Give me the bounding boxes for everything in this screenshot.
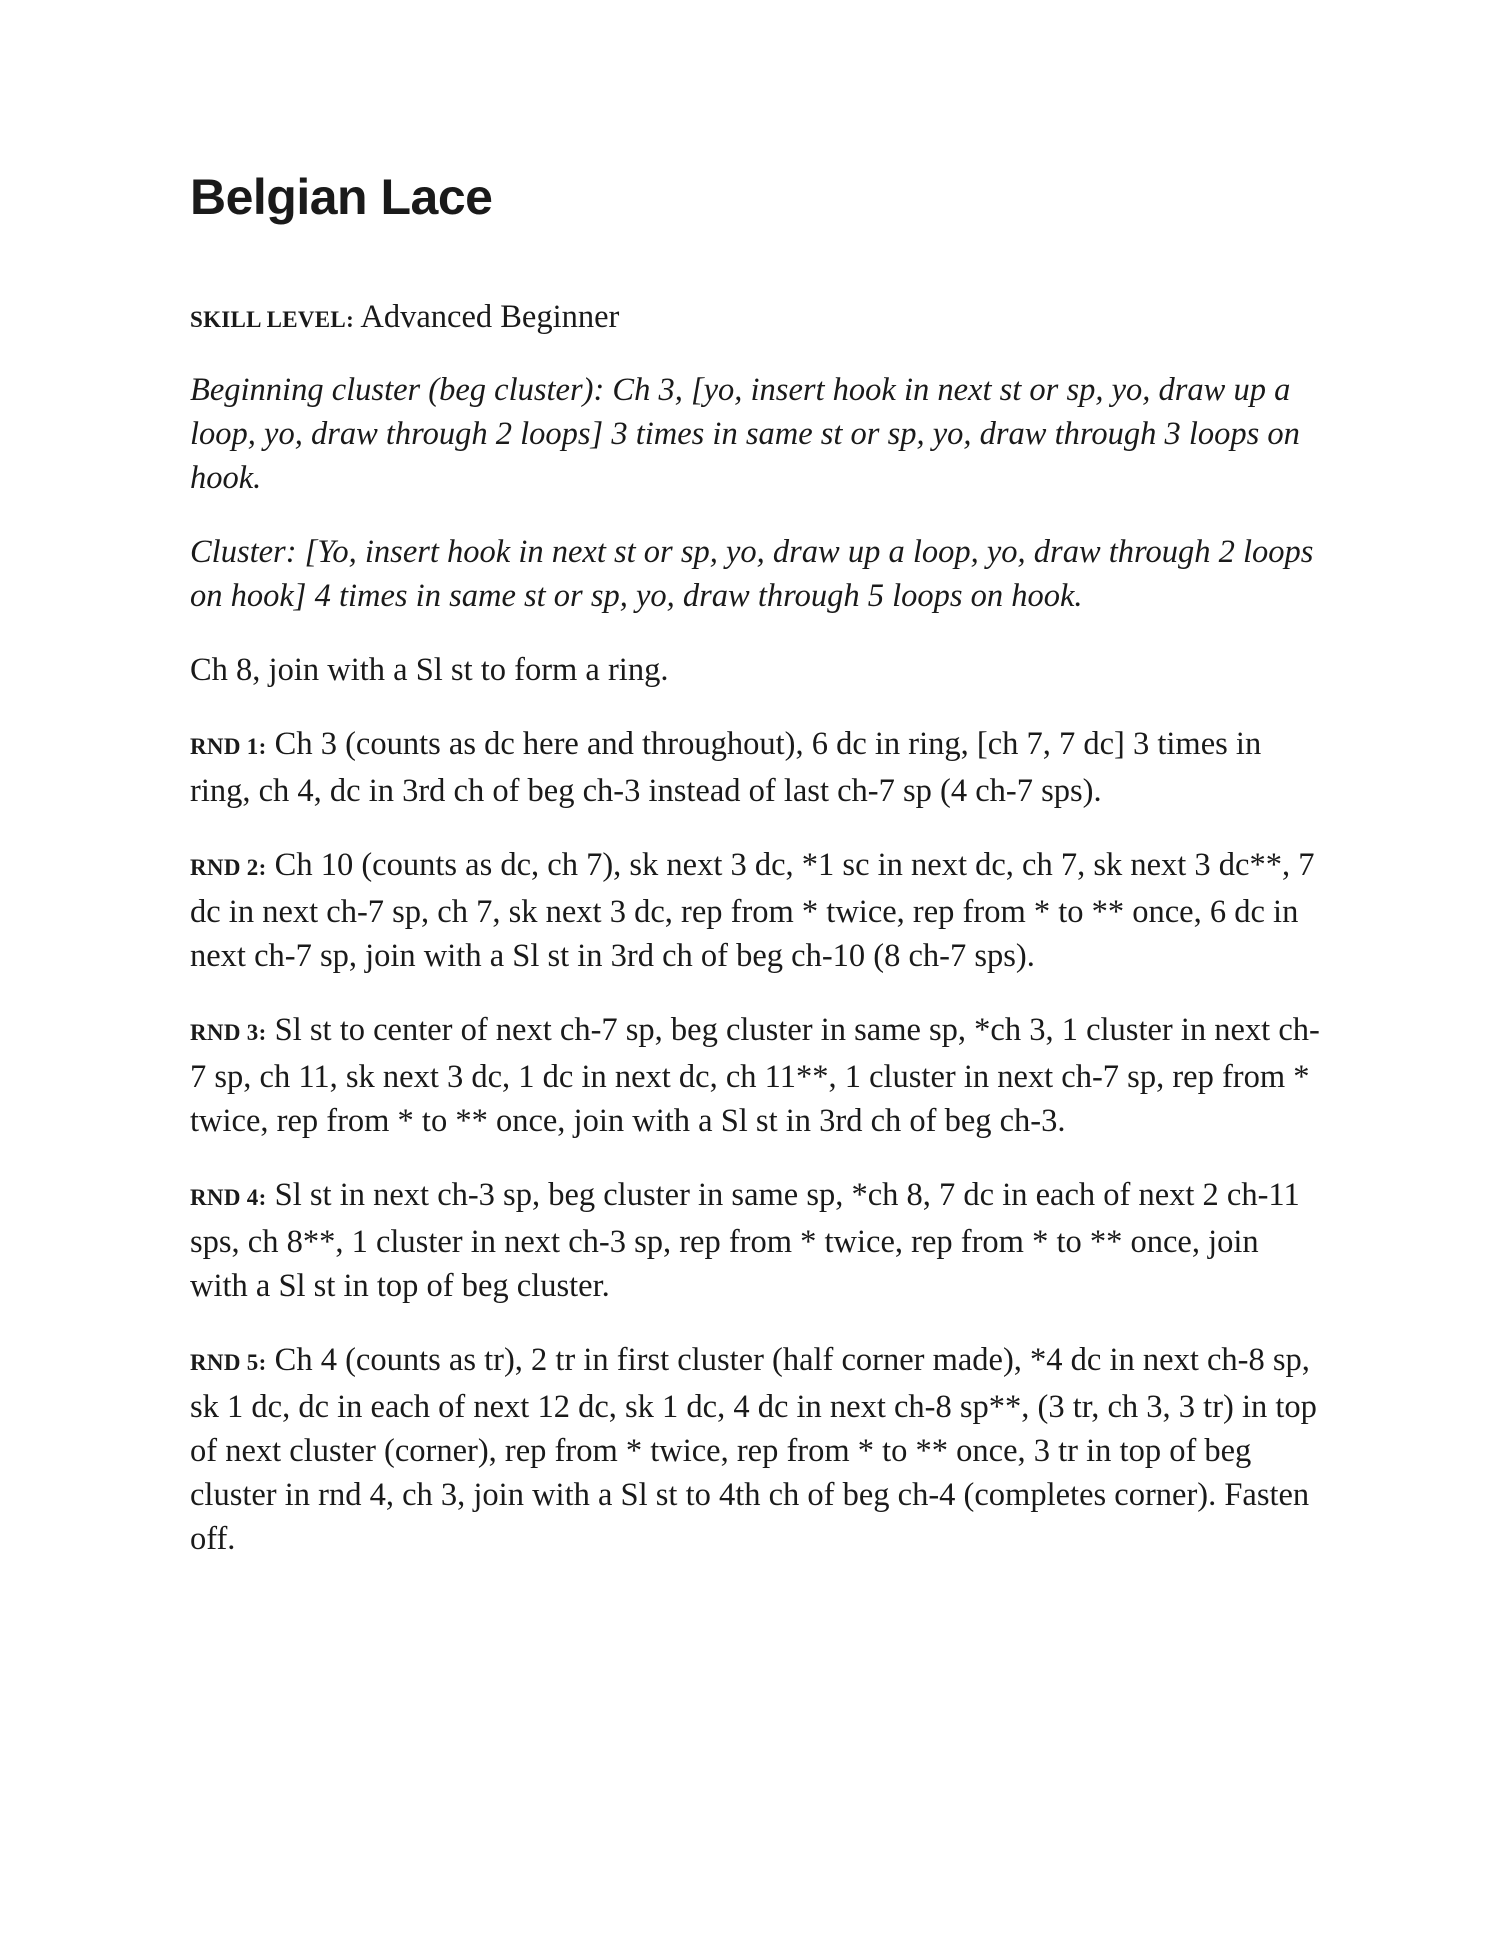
definition-cluster: Cluster: [Yo, insert hook in next st or sp, yo, draw up a loop, yo, draw through 2 loops on hook] 4 times in same st or sp, yo, draw through 5 loops on hook. [190, 534, 1314, 614]
round-text: Ch 4 (counts as tr), 2 tr in first cluster (half corner made), *4 dc in next ch-8 sp, sk 1 dc, dc in each of next 12 dc, sk 1 dc, 4 dc in next ch-8 sp**, (3 tr, ch 3, 3 tr) in top of next cluster (corner), rep from * twice, rep from * to ** once, 3 tr in top of beg cluster in rnd 4, ch 3, join with a Sl st to 4th ch of beg ch-4 (completes corner). Fasten off. [190, 1342, 1317, 1557]
round-text: Sl st in next ch-3 sp, beg cluster in same sp, *ch 8, 7 dc in each of next 2 ch-11 sps, ch 8**, 1 cluster in next ch-3 sp, rep from * twice, rep from * to ** once, join with a Sl st in top of beg cluster. [190, 1177, 1300, 1304]
round-1 [190, 722, 1320, 813]
round-text: Ch 3 (counts as dc here and throughout), 6 dc in ring, [ch 7, 7 dc] 3 times in ring, ch 4, dc in 3rd ch of beg ch-3 instead of last ch-7 sp (4 ch-7 sps). [190, 726, 1262, 809]
round-label: RND 2: [190, 855, 267, 880]
intro-instruction: Ch 8, join with a Sl st to form a ring. [190, 652, 669, 688]
page-title: Belgian Lace [190, 169, 493, 225]
round-label: RND 3: [190, 1020, 267, 1045]
round-label: RND 4: [190, 1185, 267, 1210]
definition-beg-cluster: Beginning cluster (beg cluster): Ch 3, [yo, insert hook in next st or sp, yo, draw up a loop, yo, draw through 2 loops] 3 times in same st or sp, yo, draw through 3 loops on hook. [190, 372, 1300, 496]
document-page [190, 170, 1320, 1591]
round-2 [190, 843, 1320, 978]
round-text: Sl st to center of next ch-7 sp, beg cluster in same sp, *ch 3, 1 cluster in next ch-7 sp, ch 11, sk next 3 dc, 1 dc in next dc, ch 11**, 1 cluster in next ch-7 sp, rep from * twice, rep from * to ** once, join with a Sl st in 3rd ch of beg ch-3. [190, 1012, 1320, 1139]
round-text: Ch 10 (counts as dc, ch 7), sk next 3 dc, *1 sc in next dc, ch 7, sk next 3 dc**, 7 dc in next ch-7 sp, ch 7, sk next 3 dc, rep from * twice, rep from * to ** once, 6 dc in next ch-7 sp, join with a Sl st in 3rd ch of beg ch-10 (8 ch-7 sps). [190, 847, 1315, 974]
round-label: RND 1: [190, 734, 267, 759]
round-4 [190, 1173, 1320, 1308]
round-label: RND 5: [190, 1350, 267, 1375]
skill-level-value: Advanced Beginner [360, 299, 620, 335]
skill-level [190, 295, 1320, 342]
skill-level-label: SKILL LEVEL: [190, 307, 355, 332]
round-5 [190, 1338, 1320, 1561]
round-3 [190, 1008, 1320, 1143]
